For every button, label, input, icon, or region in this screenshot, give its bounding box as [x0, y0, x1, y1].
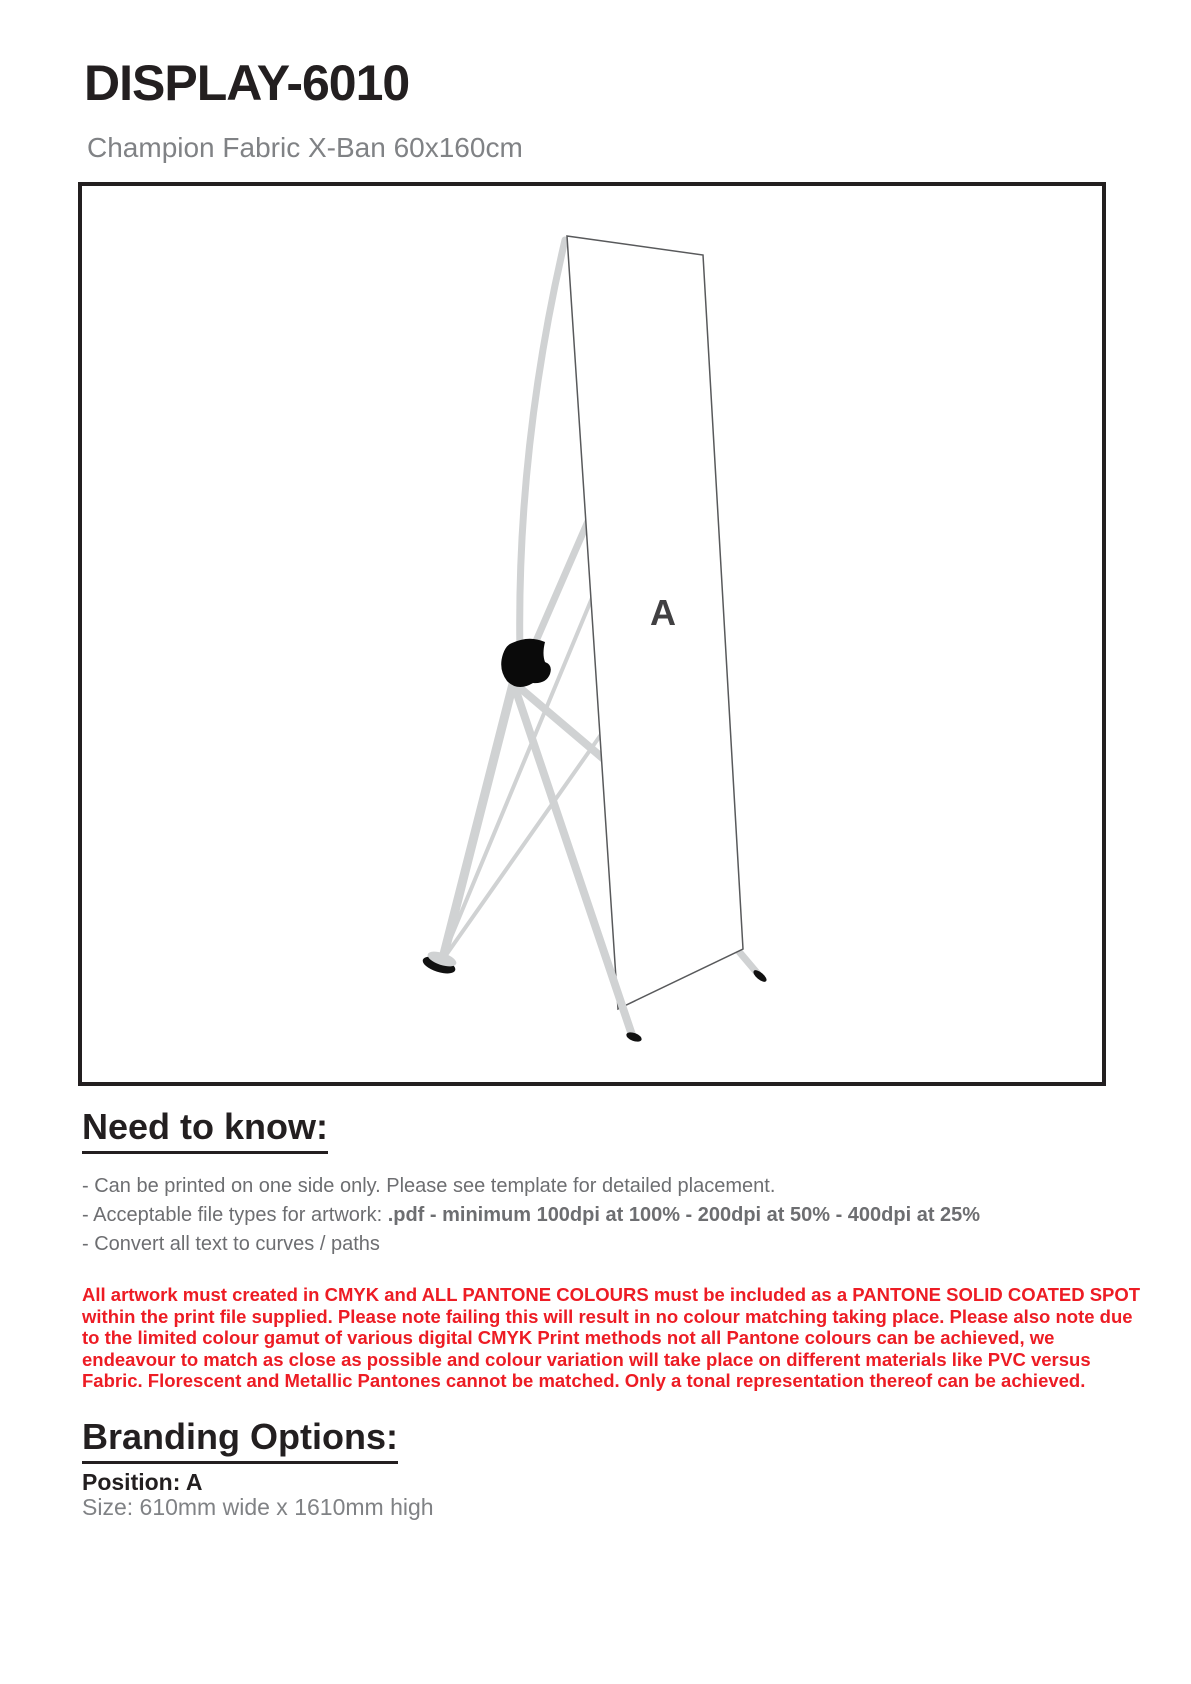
note-line: - Convert all text to curves / paths	[82, 1233, 380, 1255]
warning-line: All artwork must created in CMYK and ALL PANTONE COLOURS must be included as a PANTONE SOLID COATED SPOT	[82, 1284, 1141, 1305]
x-banner-stand-drawing	[82, 186, 1102, 1082]
product-code-title: DISPLAY-6010	[84, 55, 410, 111]
warning-line: Fabric. Florescent and Metallic Pantones cannot be matched. Only a tonal representation thereof can be achieved.	[82, 1370, 1086, 1391]
warning-line: endeavour to match as close as possible and colour variation will take place on different materials like PVC versus	[82, 1348, 1091, 1370]
need-to-know-heading: Need to know:	[82, 1106, 328, 1154]
product-subtitle: Champion Fabric X-Ban 60x160cm	[87, 132, 523, 163]
branding-options-heading: Branding Options:	[82, 1416, 398, 1464]
warning-line: within the print file supplied. Please note failing this will result in no colour matching taking place. Please also note due	[82, 1305, 1133, 1327]
branding-position: Position: A	[82, 1469, 203, 1495]
need-to-know-list	[82, 1172, 980, 1259]
front-leg	[443, 680, 514, 958]
hub-connector	[501, 639, 551, 687]
hub-arm-upper-right	[533, 512, 592, 648]
product-diagram-frame	[78, 182, 1106, 1086]
position-a-label: A	[650, 592, 676, 633]
note-line: - Can be printed on one side only. Please see template for detailed placement.	[82, 1175, 776, 1197]
warning-line: to the limited colour gamut of various digital CMYK Print methods not all Pantone colours can be achieved, we	[82, 1327, 1055, 1348]
pantone-warning-paragraph	[82, 1284, 1140, 1392]
note-line: - Acceptable file types for artwork: .pdf - minimum 100dpi at 100% - 200dpi at 50% - 400dpi at 25%	[82, 1204, 981, 1226]
branding-size: Size: 610mm wide x 1610mm high	[82, 1494, 434, 1520]
